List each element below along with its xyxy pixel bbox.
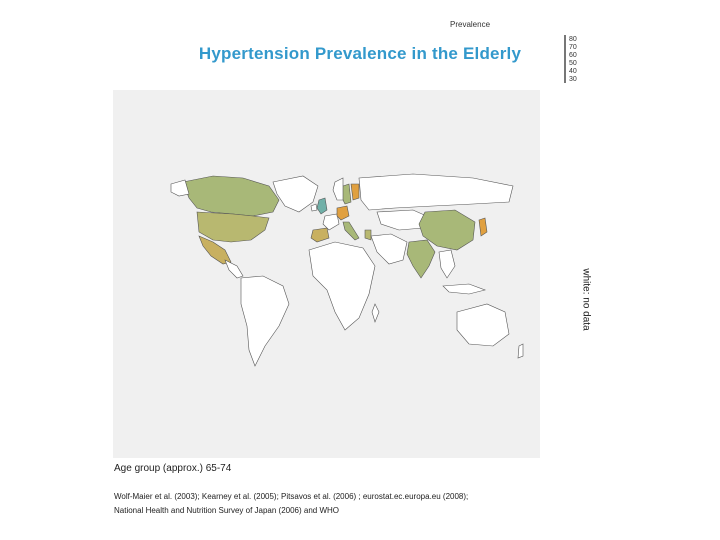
map-region-madagascar: [372, 304, 379, 322]
map-region-greece: [365, 230, 371, 240]
legend-label: 60: [569, 51, 577, 59]
sources-note: [114, 490, 564, 518]
world-map-panel: [113, 90, 540, 458]
map-region-france: [323, 214, 339, 230]
map-legend: [450, 20, 577, 83]
no-data-note-text: white: no data: [580, 268, 592, 331]
map-region-united-states: [197, 212, 269, 242]
no-data-note: [578, 260, 592, 340]
map-region-canada: [183, 176, 279, 216]
map-region-finland: [351, 184, 359, 200]
age-group-note: Age group (approx.) 65-74: [114, 463, 232, 474]
legend-swatch: [564, 43, 566, 51]
map-region-central-america: [225, 260, 243, 278]
map-region-india: [407, 240, 435, 278]
legend-swatch: [564, 51, 566, 59]
map-region-spain: [311, 228, 329, 242]
map-region-ireland: [311, 204, 317, 211]
map-region-south-america: [241, 276, 289, 366]
legend-label: 50: [569, 59, 577, 67]
map-region-southeast-asia: [439, 250, 455, 278]
legend-label: 70: [569, 43, 577, 51]
legend-label: 40: [569, 67, 577, 75]
map-region-italy: [343, 222, 359, 240]
map-region-new-zealand: [518, 344, 523, 358]
slide-title: Hypertension Prevalence in the Elderly: [198, 44, 522, 63]
map-region-japan: [479, 218, 487, 236]
map-region-england: [317, 198, 327, 214]
map-region-africa: [309, 242, 375, 330]
sources-line-2: National Health and Nutrition Survey of Japan (2006) and WHO: [114, 506, 340, 515]
map-region-indonesia: [443, 284, 485, 294]
map-region-norway: [333, 178, 343, 200]
legend-swatch: [564, 35, 566, 43]
legend-swatch: [564, 67, 566, 75]
world-map: [113, 90, 540, 458]
legend-swatch: [564, 59, 566, 67]
map-region-germany: [337, 206, 349, 220]
legend-label: 30: [569, 75, 577, 83]
map-region-australia: [457, 304, 509, 346]
legend-label: 80: [569, 35, 577, 43]
sources-line-1: Wolf-Maier et al. (2003); Kearney et al. (2005); Pitsavos et al. (2006) ; eurostat.ec.europa.eu (2008);: [114, 492, 469, 501]
legend-swatch: [564, 75, 566, 83]
legend-title: Prevalence: [450, 20, 491, 29]
map-region-middle-east: [371, 234, 407, 264]
map-region-russia: [359, 174, 513, 210]
